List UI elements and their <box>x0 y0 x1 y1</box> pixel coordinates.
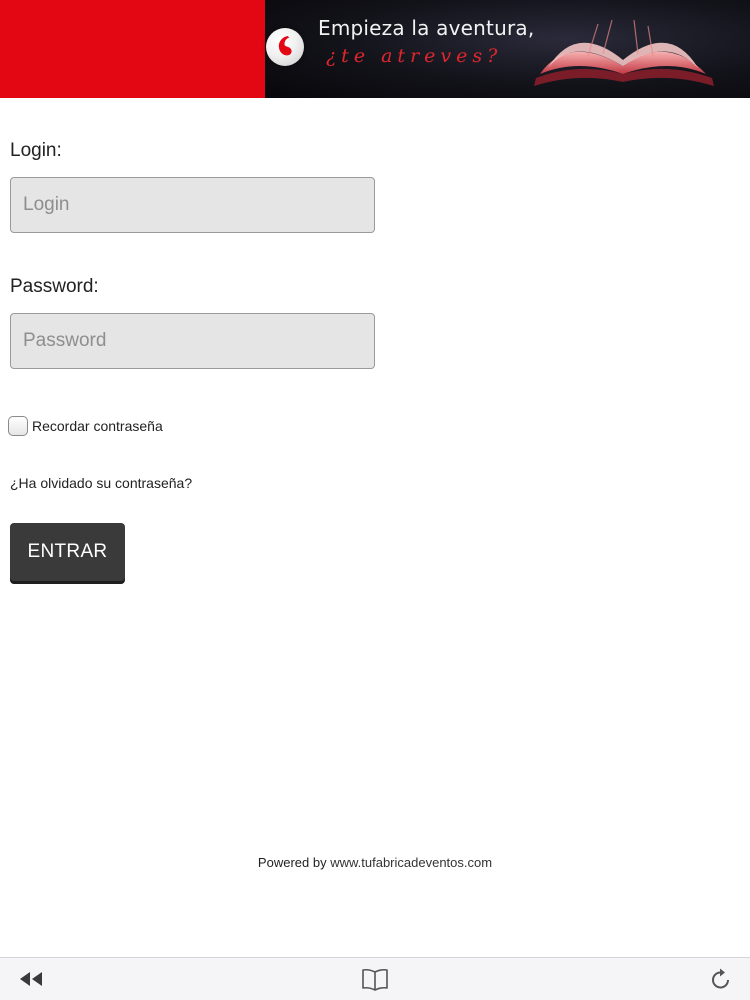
bookmarks-icon[interactable] <box>360 965 390 993</box>
remember-password-label[interactable]: Recordar contraseña <box>32 418 163 434</box>
banner-tagline-line2: ¿te atreves? <box>326 45 503 67</box>
forgot-password-link[interactable]: ¿Ha olvidado su contraseña? <box>10 475 193 491</box>
remember-password-checkbox[interactable] <box>8 416 28 436</box>
remember-password-row[interactable] <box>8 416 163 436</box>
header-banner <box>0 0 750 98</box>
enter-button[interactable]: ENTRAR <box>10 523 125 581</box>
rewind-icon[interactable] <box>16 965 46 993</box>
open-book-icon <box>528 16 718 90</box>
powered-by-prefix: Powered by <box>257 855 327 870</box>
powered-by <box>0 855 750 870</box>
browser-toolbar <box>0 957 750 1000</box>
password-input[interactable] <box>10 313 375 369</box>
login-label: Login: <box>10 140 62 161</box>
banner-red-panel <box>0 0 300 98</box>
banner-tagline-line1: Empieza la aventura, <box>318 16 535 40</box>
password-label: Password: <box>10 276 99 297</box>
reload-icon[interactable] <box>706 965 736 993</box>
vodafone-logo-icon <box>266 28 304 66</box>
powered-by-link[interactable]: www.tufabricadeventos.com <box>330 855 493 870</box>
login-input[interactable] <box>10 177 375 233</box>
